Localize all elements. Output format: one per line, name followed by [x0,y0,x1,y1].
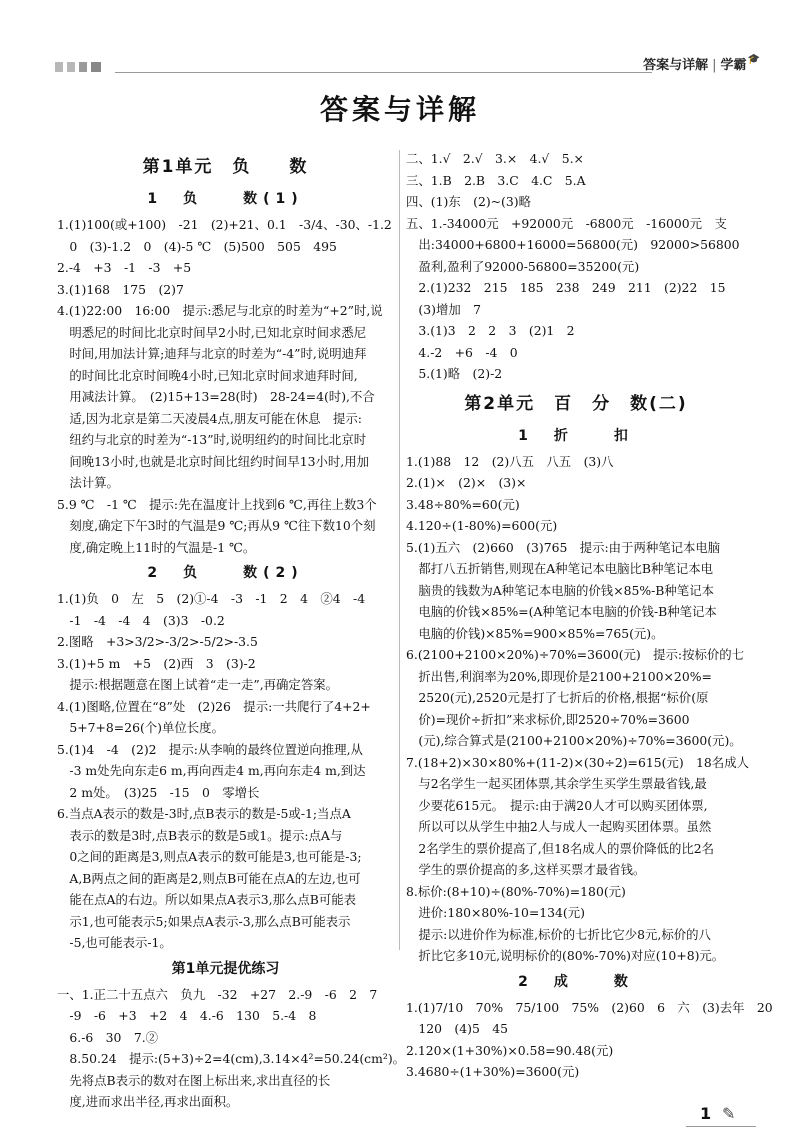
answer-line: 脑贵的钱数为A种笔记本电脑的价钱×85%-B种笔记本 [406,582,714,598]
answer-line: -1 -4 -4 4 (3)3 -0.2 [57,612,225,628]
answer-line: 2.120×(1+30%)×0.58=90.48(元) [406,1042,614,1058]
right-column [406,148,773,1083]
answer-line: 间晚13小时,也就是北京时间比纽约时间早13小时,用加 [57,453,370,469]
answer-line: 所以可以从学生中抽2人与成人一起购买团体票。虽然 [406,819,712,834]
answer-line: 1.(1)7/10 70% 75/100 75% (2)60 6 六 (3)去年 20 [406,999,773,1015]
header-label: 答案与详解 | 学霸🎓 [643,54,760,73]
answer-line: 5.(1)五六 (2)660 (3)765 提示:由于两种笔记本电脑 [406,539,721,555]
answer-line: 电脑的价钱)×85%=900×85%=765(元)。 [406,625,664,641]
answer-line: 度,进而求出半径,再求出面积。 [57,1094,239,1109]
answer-line: 先将点B表示的数对在图上标出来,求出直径的长 [57,1072,331,1088]
answer-line: 2名学生的票价提高了,但18名成人的票价降低的比2名 [406,840,715,856]
top-header-bar [55,54,760,76]
section-discount-answers [406,451,749,967]
answer-line: 价)=现价÷折扣”来求标价,即2520÷70%=3600 [406,711,690,727]
header-section: 答案与详解 [643,58,709,73]
answer-line: 1.(1)负 0 左 5 (2)①-4 -3 -1 2 4 ②4 -4 [57,591,366,606]
answer-line: -5,也可能表示-1。 [57,935,172,950]
answer-line: -3 m处先向东走6 m,再向西走4 m,再向东走4 m,到达 [57,763,366,778]
answer-line: 的时间比北京时间晚4小时,已知北京时间求迪拜时间, [57,367,358,383]
answer-line: 4.(1)图略,位置在“8”处 (2)26 提示:一共爬行了4+2+ [57,698,371,714]
answer-line: 1.(1)100(或+100) -21 (2)+21、0.1 -3/4、-30、-1.2 [57,217,392,232]
answer-line: 5+7+8=26(个)单位长度。 [57,720,224,735]
answer-line: 进价:180×80%-10=134(元) [406,905,585,920]
section-proportion-heading: 2 成 数 [518,973,634,990]
left-column [57,148,406,1113]
answer-line: 0之间的距离是3,则点A表示的数可能是3,也可能是-3; [57,849,362,864]
answer-line: 4.(1)22:00 16:00 提示:悉尼与北京的时差为“+2”时,说 [57,303,383,318]
answer-line: 2 m处。 (3)25 -15 0 零增长 [57,784,260,800]
answer-line: 6.当点A表示的数是-3时,点B表示的数是-5或-1;当点A [57,806,351,821]
answer-line: 都打八五折销售,则现在A种笔记本电脑比B种笔记本电 [406,561,713,576]
answer-line: 7.(18+2)×30×80%+(11-2)×(30÷2)=615(元) 18名成人 [406,754,749,770]
unit-1-practice-answers [57,984,406,1113]
page-number: 1 [700,1104,712,1123]
answer-line: 表示的数是3时,点B表示的数是5或1。提示:点A与 [57,827,343,843]
answer-line: 3.(1)+5 m +5 (2)西 3 (3)-2 [57,655,256,671]
header-rule [115,72,652,73]
answer-line: 8.50.24 提示:(5+3)÷2=4(cm),3.14×4²=50.24(cm²)。 [57,1051,406,1066]
answer-line: 与2名学生一起买团体票,其余学生买学生票最省钱,最 [406,776,707,791]
answer-line: 1.(1)88 12 (2)八五 八五 (3)八 [406,453,614,469]
answer-line: 折出售,利润率为20%,即现价是2100+2100×20%= [406,668,712,684]
answer-line: 4.-2 +6 -4 0 [406,344,518,360]
answer-line: 折比它多10元,说明标价的(80%-70%)对应(10+8)元。 [406,948,725,963]
section-2-answers [57,588,394,954]
header-brand: 学霸 [720,58,747,73]
answer-line: 3.4680÷(1+30%)=3600(元) [406,1064,580,1079]
column-divider [399,150,400,950]
answer-line: 6.-6 30 7.② [57,1029,159,1045]
practice-continued-answers [406,148,746,385]
answer-line: 5.(1)4 -4 (2)2 提示:从李响的最终位置逆向推理,从 [57,741,363,757]
answer-line: 5.(1)略 (2)-2 [406,366,503,381]
answer-line: 2520(元),2520元是打了七折后的价格,根据“标价(原 [406,690,709,705]
section-1-answers [57,214,394,558]
answer-line: 0 (3)-1.2 0 (4)-5 ℃ (5)500 505 495 [57,238,337,254]
answer-line: 学生的票价提高的多,这样买票才最省钱。 [406,862,646,877]
answer-line: 3.(1)168 175 (2)7 [57,281,184,297]
answer-line: 纽约与北京的时差为“-13”时,说明纽约的时间比北京时 [57,432,367,447]
header-decoration [55,62,101,72]
answer-line: (3)增加 7 [406,301,481,317]
answer-line: 2.(1)232 215 185 238 249 211 (2)22 15 [406,280,726,295]
graduation-cap-icon: 🎓 [747,54,760,65]
answer-line: 提示:根据题意在图上试着“走一走”,再确定答案。 [57,677,338,692]
answer-line: -9 -6 +3 +2 4 4.-6 130 5.-4 8 [57,1008,317,1023]
page-title: 答案与详解 [319,93,480,126]
section-2-heading: 2 负 数(2) [147,565,304,581]
answer-line: 二、1.√ 2.√ 3.× 4.√ 5.× [406,151,584,166]
answer-line: 用减法计算。 (2)15+13=28(时) 28-24=4(时),不合 [57,389,375,404]
answer-line: 120 (4)5 45 [406,1021,509,1036]
answer-line: 能在点A的右边。所以如果点A表示3,那么点B可能表 [57,892,357,907]
answer-line: (元),综合算式是(2100+2100×20%)÷70%=3600(元)。 [406,733,742,748]
section-discount-heading: 1 折 扣 [518,427,634,444]
answer-line: 提示:以进价作为标准,标价的七折比它少8元,标价的八 [406,926,711,942]
answer-line: 3.(1)3 2 2 3 (2)1 2 [406,323,575,338]
answer-line: 五、1.-34000元 +92000元 -6800元 -16000元 支 [406,215,727,231]
answer-line: 电脑的价钱×85%=(A种笔记本电脑的价钱-B种笔记本 [406,604,717,619]
answer-line: 示1,也可能表示5;如果点A表示-3,那么点B可能表示 [57,913,351,929]
answer-line: 时间,用加法计算;迪拜与北京的时差为“-4”时,说明迪拜 [57,346,367,361]
answer-line: 三、1.B 2.B 3.C 4.C 5.A [406,172,586,188]
answer-line: 5.9 ℃ -1 ℃ 提示:先在温度计上找到6 ℃,再往上数3个 [57,496,377,512]
answer-line: 刻度,确定下午3时的气温是9 ℃;再从9 ℃往下数10个刻 [57,518,376,533]
section-1-heading: 1 负 数(1) [147,191,304,207]
answer-line: 度,确定晚上11时的气温是-1 ℃。 [57,539,256,555]
pencil-icon: ✎ [722,1104,736,1123]
answer-line: 2.-4 +3 -1 -3 +5 [57,260,192,275]
answer-line: 8.标价:(8+10)÷(80%-70%)=180(元) [406,883,626,899]
answer-line: 6.(2100+2100×20%)÷70%=3600(元) 提示:按标价的七 [406,647,745,662]
answer-line: 少要花615元。 提示:由于满20人才可以购买团体票, [406,797,708,813]
unit-1-heading: 第1单元 负 数 [142,157,309,177]
unit-2-heading: 第2单元 百 分 数(二) [464,393,688,414]
answer-line: 4.120÷(1-80%)=600(元) [406,518,558,533]
answer-line: 法计算。 [57,475,119,490]
answer-line: 适,因为北京是第二天凌晨4点,朋友可能在休息 提示: [57,410,362,426]
answer-line: 2.图略 +3>3/2>-3/2>-5/2>-3.5 [57,634,258,649]
answer-line: 四、(1)东 (2)~(3)略 [406,194,531,209]
answer-line: 一、1.正二十五点六 负九 -32 +27 2.-9 -6 2 7 [57,986,378,1002]
answer-line: A,B两点之间的距离是2,则点B可能在点A的左边,也可 [57,870,361,886]
answer-line: 出:34000+6800+16000=56800(元) 92000>56800 [406,237,740,252]
section-proportion-answers [406,997,773,1083]
footer-rule [686,1126,756,1127]
answer-line: 盈利,盈利了92000-56800=35200(元) [406,258,640,274]
answer-line: 3.48÷80%=60(元) [406,496,520,512]
unit-1-practice-heading: 第1单元提优练习 [171,960,280,977]
answer-line: 明悉尼的时间比北京时间早2小时,已知北京时间求悉尼 [57,324,367,340]
answer-line: 2.(1)× (2)× (3)× [406,475,527,490]
